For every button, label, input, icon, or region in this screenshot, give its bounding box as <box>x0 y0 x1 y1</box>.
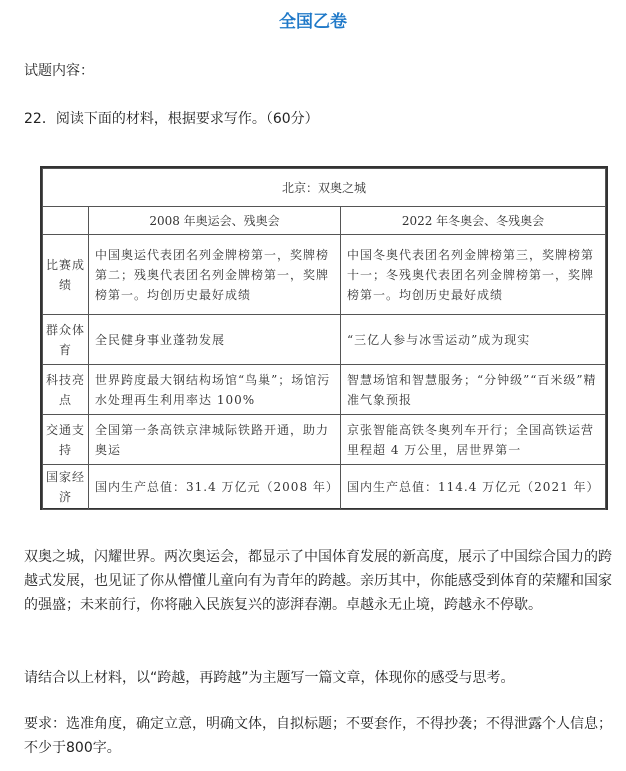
row-label-technology: 科技亮点 <box>43 365 89 415</box>
table-row <box>43 465 606 510</box>
column-header-2008: 2008 年奥运会、残奥会 <box>89 207 341 235</box>
table-row <box>43 365 606 415</box>
material-paragraph: 双奥之城，闪耀世界。两次奥运会，都显示了中国体育发展的新高度，展示了中国综合国力的跨越式发展，也见证了你从懵懂儿童向有为青年的跨越。亲历其中，你能感受到体育的荣耀和国家的强盛；未来前行，你将融入民族复兴的澎湃春潮。卓越永无止境，跨越永不停歇。 <box>24 549 612 613</box>
cell-2022-mass-sports: “三亿人参与冰雪运动”成为现实 <box>341 315 606 365</box>
table-caption: 北京：双奥之城 <box>43 169 606 207</box>
material-table <box>40 166 608 510</box>
writing-requirements: 要求：选准角度，确定立意，明确文体，自拟标题；不要套作，不得抄袭；不得泄露个人信息；不少于800字。 <box>24 716 612 756</box>
cell-2022-technology: 智慧场馆和智慧服务；“分钟级”“百米级”精准气象预报 <box>341 365 606 415</box>
row-label-economy: 国家经济 <box>43 465 89 510</box>
cell-2008-competition: 中国奥运代表团名列金牌榜第一，奖牌榜第二；残奥代表团名列金牌榜第一，奖牌榜第一。均创历史最好成绩 <box>89 235 341 315</box>
cell-2022-competition: 中国冬奥代表团名列金牌榜第三，奖牌榜第十一；冬残奥代表团名列金牌榜第一，奖牌榜第一。均创历史最好成绩 <box>341 235 606 315</box>
cell-2008-mass-sports: 全民健身事业蓬勃发展 <box>89 315 341 365</box>
cell-2008-technology: 世界跨度最大钢结构场馆“鸟巢”；场馆污水处理再生利用率达 100% <box>89 365 341 415</box>
table-row <box>43 235 606 315</box>
table-header-row <box>43 207 606 235</box>
question-prompt: 22．阅读下面的材料，根据要求写作。（60分） <box>24 111 319 127</box>
row-label-transport: 交通支持 <box>43 415 89 465</box>
cell-2008-transport: 全国第一条高铁京津城际铁路开通，助力奥运 <box>89 415 341 465</box>
table-row <box>43 415 606 465</box>
page-title: 全国乙卷 <box>279 12 347 32</box>
table-corner-cell <box>43 207 89 235</box>
cell-2022-transport: 京张智能高铁冬奥列车开行；全国高铁运营里程超 4 万公里，居世界第一 <box>341 415 606 465</box>
cell-2022-economy: 国内生产总值：114.4 万亿元（2021 年） <box>341 465 606 510</box>
row-label-mass-sports: 群众体育 <box>43 315 89 365</box>
content-label: 试题内容： <box>24 63 94 79</box>
cell-2008-economy: 国内生产总值：31.4 万亿元（2008 年） <box>89 465 341 510</box>
row-label-competition: 比赛成绩 <box>43 235 89 315</box>
table-row <box>43 315 606 365</box>
task-instruction: 请结合以上材料，以“跨越，再跨越”为主题写一篇文章，体现你的感受与思考。 <box>24 670 515 686</box>
column-header-2022: 2022 年冬奥会、冬残奥会 <box>341 207 606 235</box>
table-caption-row <box>43 169 606 207</box>
